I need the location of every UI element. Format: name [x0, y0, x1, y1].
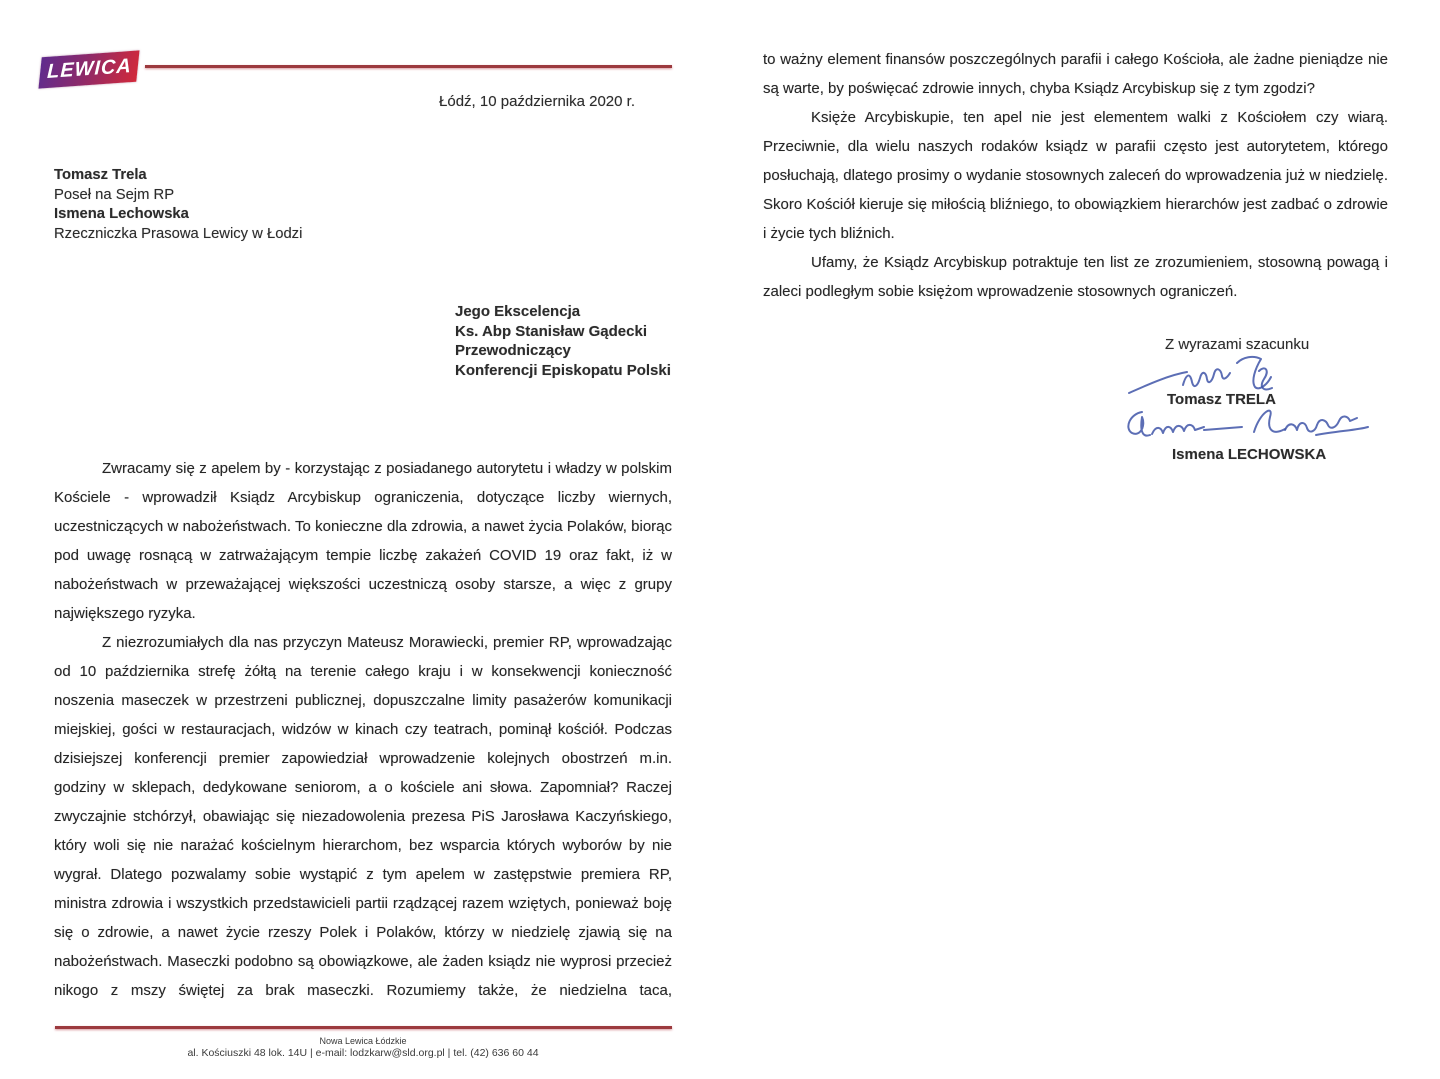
recipient-line-3: Przewodniczący	[455, 342, 571, 359]
date-line: Łódź, 10 października 2020 r.	[439, 93, 635, 110]
body-paragraph: Ufamy, że Ksiądz Arcybiskup potraktuje ten list ze zrozumieniem, stosowną powagą i zaleci podległym sobie księżom wprowadzenie stosownych ograniczeń.	[763, 254, 1388, 300]
sender-title-1: Poseł na Sejm RP	[54, 186, 175, 203]
body-paragraph: to ważny element finansów poszczególnych parafii i całego Kościoła, ale żadne pieniądze nie są warte, by poświęcać zdrowie innych, chyba Ksiądz Arcybiskup się z tym zgodzi?	[763, 51, 1388, 97]
recipient-line-2: Ks. Abp Stanisław Gądecki	[455, 322, 648, 340]
letter-body-page-2	[763, 45, 1388, 306]
sender-name-1: Tomasz Trela	[54, 167, 147, 183]
signatory-name-2: Ismena LECHOWSKA	[1172, 446, 1327, 463]
sender-name-2: Ismena Lechowska	[54, 206, 189, 222]
signatory-name-1: Tomasz TRELA	[1167, 391, 1276, 408]
recipient-line-1: Jego Ekscelencja	[455, 303, 581, 320]
recipient-line-4: Konferencji Episkopatu Polski	[455, 361, 671, 379]
closing-salutation: Z wyrazami szacunku	[1165, 336, 1310, 353]
lewica-logo-text: LEWICA	[46, 54, 132, 84]
sender-title-2: Rzeczniczka Prasowa Lewicy w Łodzi	[54, 225, 303, 242]
body-paragraph: Zwracamy się z apelem by - korzystając z posiadanego autorytetu i władzy w polskim Kościele - wprowadził Ksiądz Arcybiskup ograniczenia, dotyczące liczby wiernych, uczestniczących w nabożeństwach. To konieczne dla zdrowia, a nawet życia Polaków, biorąc pod uwagę rosnącą w zatrważającym tempie liczbę zakażeń COVID 19 oraz fakt, iż w nabożeństwach w przeważającej większości uczestniczą osoby starsze, a więc z grupy największego ryzyka.	[54, 460, 672, 622]
body-paragraph: Księże Arcybiskupie, ten apel nie jest elementem walki z Kościołem czy wiarą. Przeciwnie, dla wielu naszych rodaków ksiądz w parafii często jest autorytetem, którego posłuchają, dlatego prosimy o wydanie stosownych zaleceń do wprowadzenia już w niedzielę. Skoro Kościół kieruje się miłością bliźniego, to obowiązkiem hierarchów jest zadbać o zdrowie i życie tych bliźnich.	[763, 109, 1388, 242]
footer-contact-line: al. Kościuszki 48 lok. 14U | e-mail: lodzkarw@sld.org.pl | tel. (42) 636 60 44	[187, 1047, 539, 1059]
body-paragraph: Z niezrozumiałych dla nas przyczyn Mateusz Morawiecki, premier RP, wprowadzając od 10 października strefę żółtą na terenie całego kraju i w konsekwencji konieczność noszenia maseczek w przestrzeni publicznej, dopuszczalne limity pasażerów komunikacji miejskiej, gości w restauracjach, widzów w kinach czy teatrach, pominął kościół. Podczas dzisiejszej konferencji premier zapowiedział wprowadzenie kolejnych obostrzeń m.in. godziny w sklepach, dedykowane seniorom, a o kościele ani słowa. Zapomniał? Raczej zwyczajnie stchórzył, obawiając się niezadowolenia prezesa PiS Jarosława Kaczyńskiego, który woli się nie narażać kościelnym hierarchom, bez wsparcia których wyborów by nie wygrał. Dlatego pozwalamy sobie wystąpić z tym apelem w zastępstwie premiera RP, ministra zdrowia i wszystkich przedstawicieli partii rządzącej razem wziętych, ponieważ boję się o zdrowie, a nawet życie rzeszy Polek i Polaków, którzy w niedzielę zjawią się na nabożeństwach. Maseczki podobno są obowiązkowe, ale żaden ksiądz nie wyprosi przecież nikogo z mszy świętej za brak maseczki. Rozumiemy także, że niedzielna taca,	[54, 634, 672, 999]
footer-org-name: Nowa Lewica Łódzkie	[319, 1036, 407, 1046]
